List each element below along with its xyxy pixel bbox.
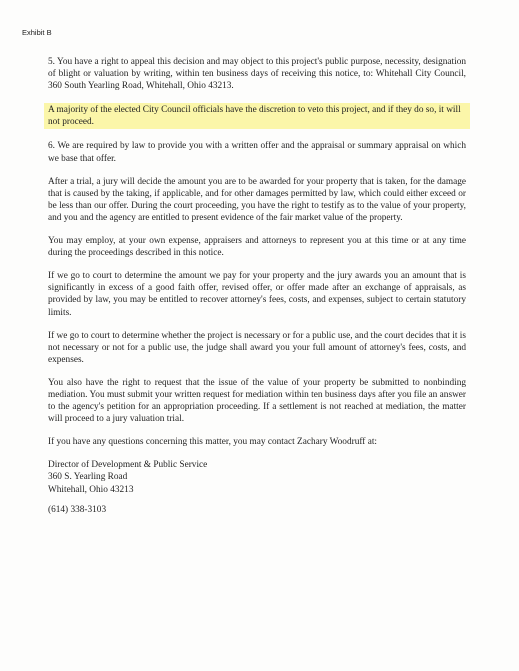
highlighted-paragraph-veto: A majority of the elected City Council officials have the discretion to veto this project, and if they do so, it will not proceed. (44, 103, 470, 129)
contact-city: Whitehall, Ohio 43213 (48, 484, 134, 495)
paragraph-mediation: You also have the right to request that the issue of the value of your property be submitted to nonbinding mediation. You must submit your written request for mediation within ten business days after you file an answer to the agency's petition for an appropriation proceeding. If a settlement is not reached at mediation, the matter will proceed to a jury valuation trial. (48, 377, 466, 425)
paragraph-attorney-fees-public-use: If we go to court to determine whether the project is necessary or for a public use, and the court decides that it is not necessary or not for a public use, the judge shall award you your full amount of attorney's fees, costs, and expenses. (48, 330, 466, 365)
exhibit-label: Exhibit B (22, 28, 52, 37)
paragraph-attorney-fees-amount: If we go to court to determine the amount we pay for your property and the jury awards you an amount that is significantly in excess of a good faith offer, revised offer, or offer made after an exchange of appraisals, as provided by law, you may be entitled to recover attorney's fees, costs, and expenses, subject to certain statutory limits. (48, 271, 466, 318)
paragraph-appeal-right: 5. You have a right to appeal this decision and may object to this project's public purpose, necessity, designation of blight or valuation by writing, within ten business days of receiving this notice, to: Whitehall City Council, 360 South Yearling Road, Whitehall, Ohio 43213. (48, 57, 466, 92)
contact-street: 360 S. Yearling Road (48, 472, 128, 483)
paragraph-written-offer: 6. We are required by law to provide you with a written offer and the appraisal or summary appraisal on which we base that offer. (48, 141, 466, 164)
contact-title: Director of Development & Public Service (48, 460, 208, 471)
document-body (48, 56, 466, 527)
paragraph-jury-trial: After a trial, a jury will decide the amount you are to be awarded for your property that is taken, for the damage that is caused by the taking, if applicable, and for other damages permitted by law, which could either exceed or be less than our offer. During the court proceeding, you have the right to testify as to the value of your property, and you and the agency are entitled to present evidence of the fair market value of the property. (48, 176, 466, 223)
contact-phone: (614) 338-3103 (48, 504, 107, 515)
paragraph-employ-appraisers: You may employ, at your own expense, appraisers and attorneys to represent you at this time or at any time during the proceedings described in this notice. (48, 236, 466, 259)
contact-address-block (48, 459, 466, 495)
paragraph-contact-intro: If you have any questions concerning this matter, you may contact Zachary Woodruff at: (48, 437, 377, 448)
